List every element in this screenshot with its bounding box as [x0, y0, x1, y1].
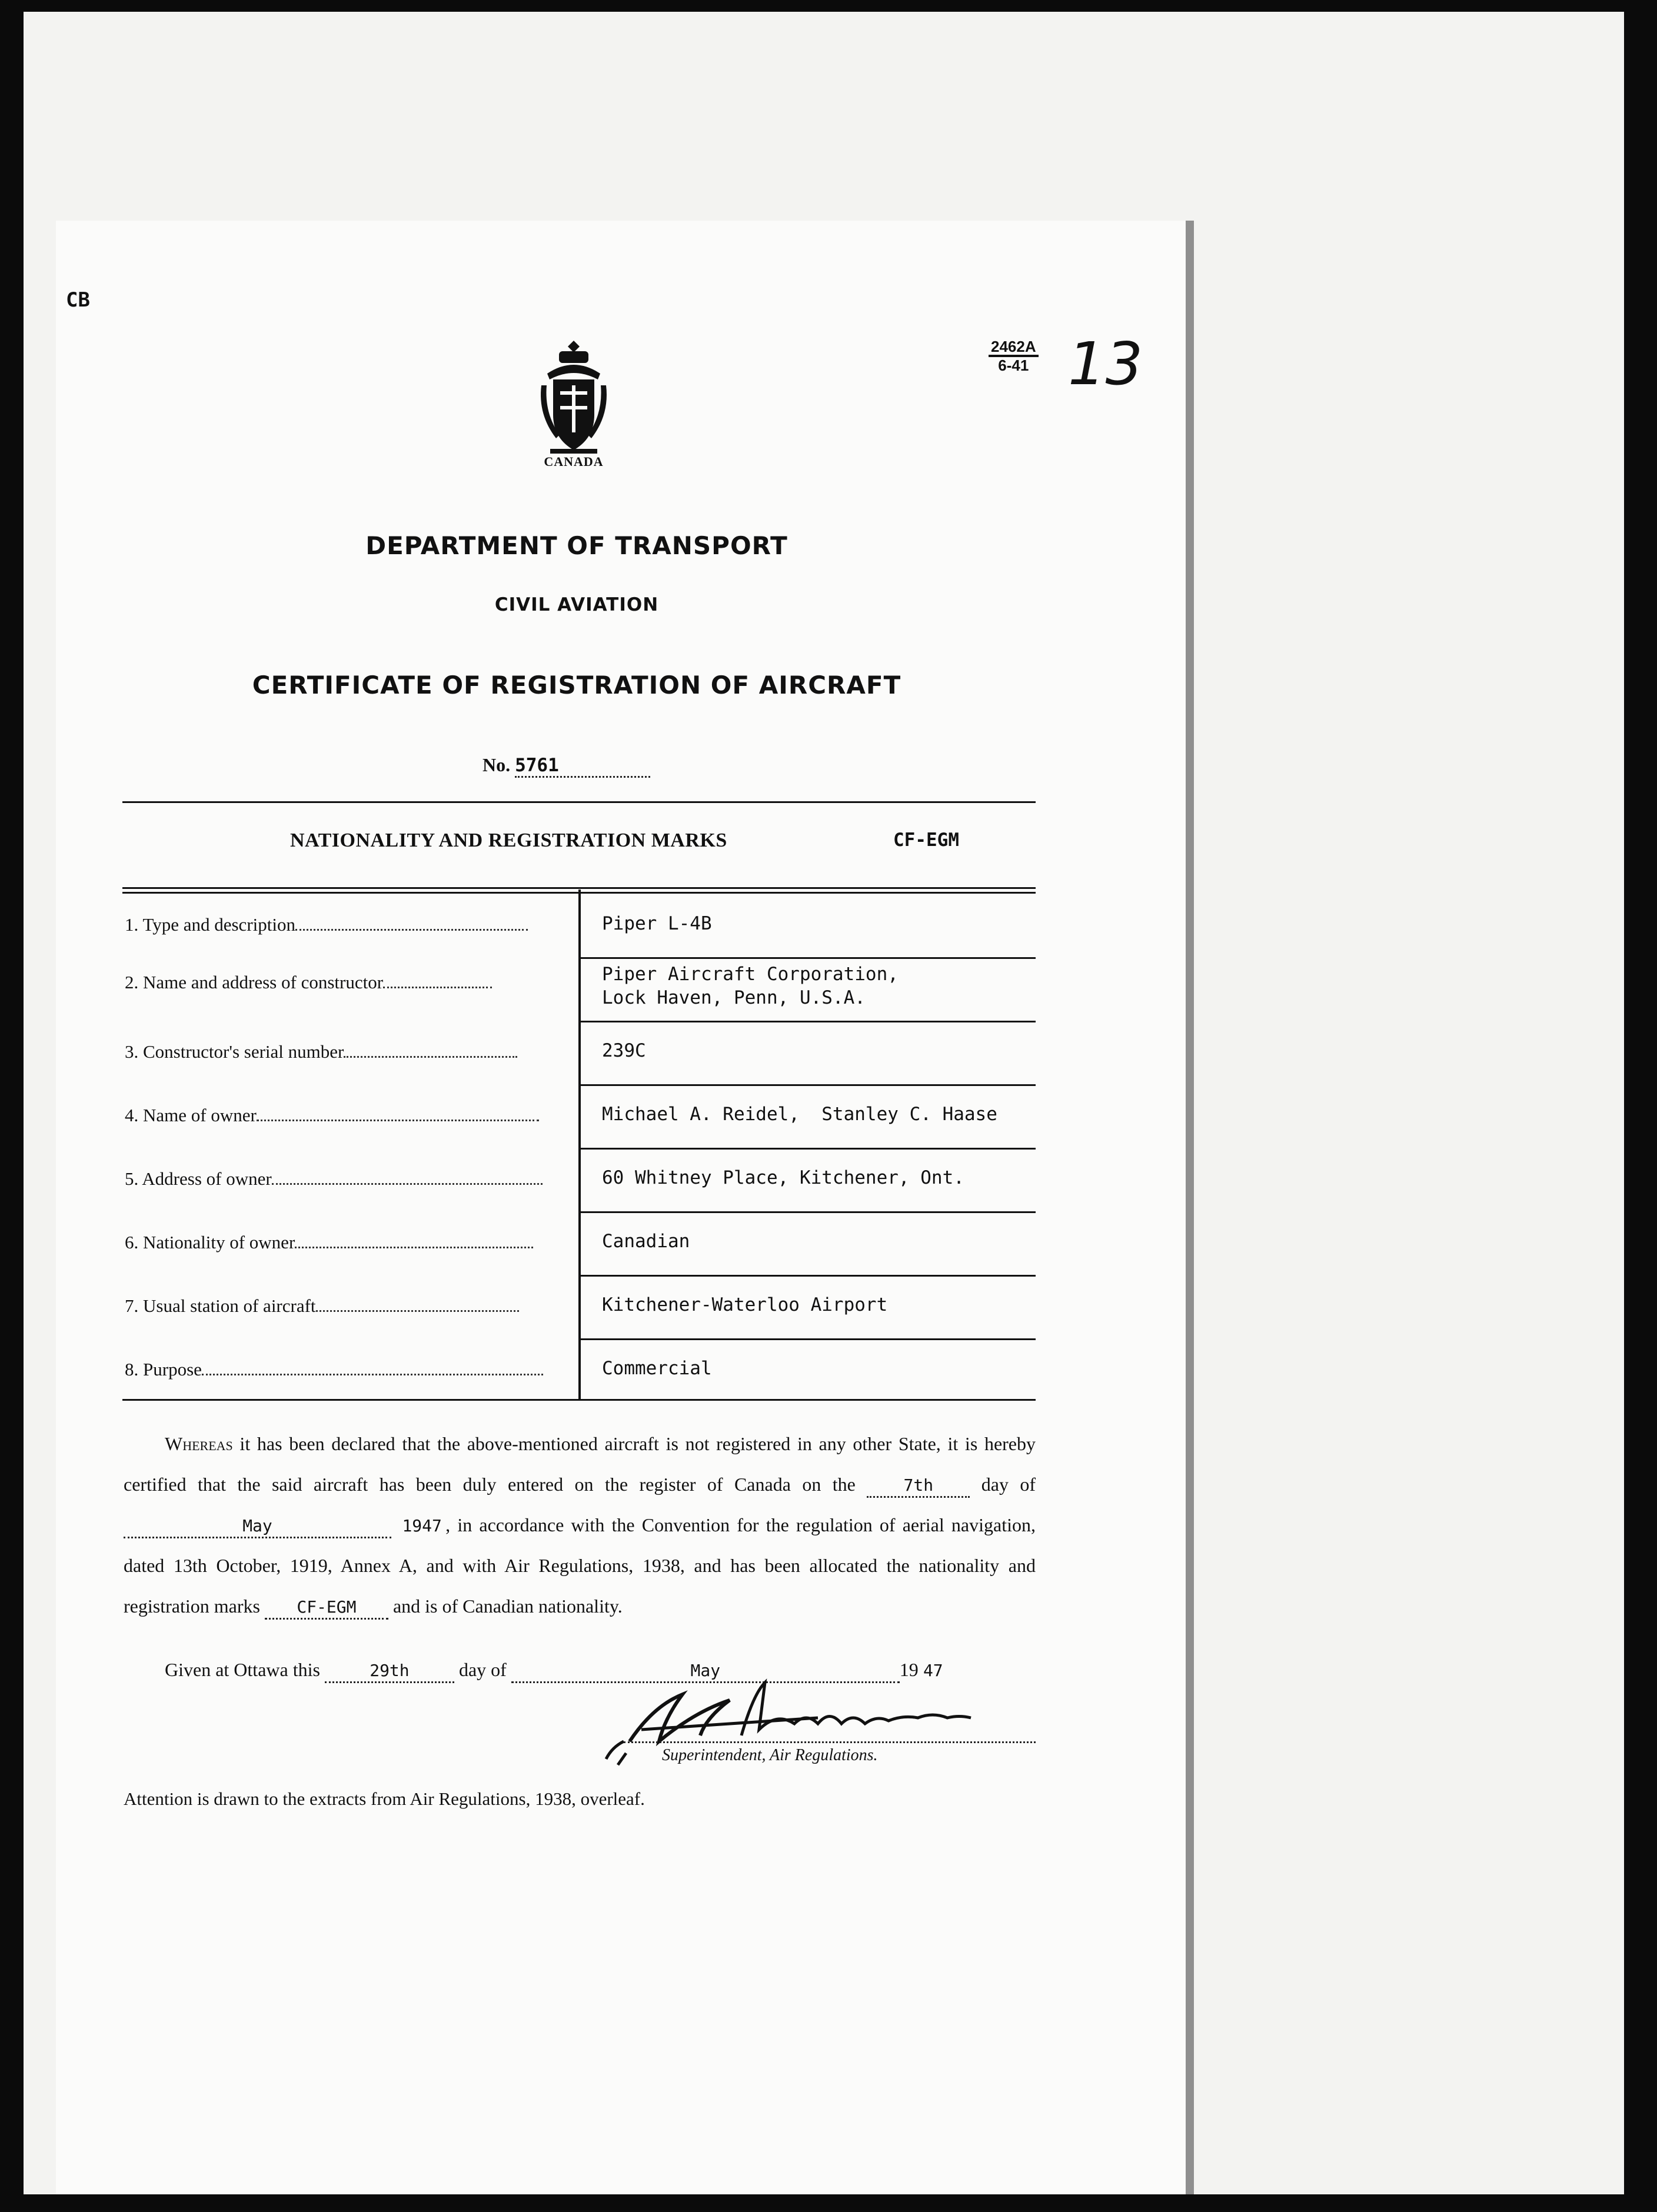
table-row: [122, 958, 1036, 1021]
whereas-word: Whereas: [165, 1433, 233, 1454]
certificate-number-value: 5761: [515, 755, 650, 778]
row-value: Michael A. Reidel, Stanley C. Haase: [602, 1104, 997, 1125]
certificate-number-label: No.: [483, 754, 511, 775]
row-value: Canadian: [602, 1231, 690, 1252]
coat-of-arms-icon: [535, 338, 612, 459]
statement-part-3: , in accordance with the Convention for the regulation of aerial navigation, dated 13th October, 1919, Annex A, and with Air Regulations, 1938, and has been allocated the nationality and registration marks: [124, 1514, 1036, 1617]
table-row: [122, 1148, 1036, 1212]
row-label: 4. Name of owner: [125, 1105, 539, 1126]
row-value: Piper Aircraft Corporation, Lock Haven, Penn, U.S.A.: [602, 964, 899, 1008]
signatory-title: Superintendent, Air Regulations.: [662, 1746, 878, 1764]
registration-year: 1947: [402, 1516, 442, 1535]
row-value: Piper L-4B: [602, 913, 712, 934]
statement-part-2: day of: [981, 1474, 1036, 1495]
form-number-bottom: 6-41: [998, 357, 1029, 374]
row-label: 8. Purpose: [125, 1359, 543, 1380]
department-heading: DEPARTMENT OF TRANSPORT: [365, 531, 788, 560]
form-number-top: 2462A: [989, 338, 1039, 357]
registration-month: May: [124, 1515, 391, 1538]
row-value: 239C: [602, 1040, 646, 1061]
certification-statement: [124, 1424, 1036, 1627]
rule-top: [122, 801, 1036, 803]
registration-day: 7th: [867, 1475, 970, 1498]
row-label: 6. Nationality of owner: [125, 1232, 533, 1253]
row-label: 1. Type and description: [125, 914, 528, 935]
row-value: Kitchener-Waterloo Airport: [602, 1294, 888, 1315]
row-label: 3. Constructor's serial number: [125, 1041, 517, 1062]
given-year-prefix: 19: [899, 1659, 919, 1680]
signature-line: [624, 1741, 1036, 1743]
form-number: [989, 338, 1039, 374]
division-heading: CIVIL AVIATION: [494, 594, 659, 615]
statement-part-1: it has been declared that the above-mentioned aircraft is not registered in any other State, it is hereby certified that the said aircraft has been duly entered on the register of Canada on the: [124, 1433, 1036, 1495]
certificate-number: [483, 754, 650, 778]
row-value: 60 Whitney Place, Kitchener, Ont.: [602, 1167, 964, 1188]
registration-marks-value: CF-EGM: [893, 830, 959, 851]
given-prefix: Given at Ottawa this: [165, 1659, 320, 1680]
table-row: [122, 1339, 1036, 1403]
row-label: 7. Usual station of aircraft: [125, 1295, 519, 1317]
row-label: 5. Address of owner: [125, 1168, 543, 1190]
table-row: [122, 1021, 1036, 1085]
given-year-suffix: 47: [923, 1661, 943, 1680]
certificate-title: CERTIFICATE OF REGISTRATION OF AIRCRAFT: [252, 671, 901, 699]
given-mid: day of: [458, 1659, 507, 1680]
table-row: [122, 1212, 1036, 1275]
table-row: [122, 1085, 1036, 1148]
handwritten-number: 13: [1068, 329, 1143, 398]
corner-code: CB: [66, 288, 90, 312]
rule-table-bottom: [122, 1399, 1036, 1401]
table-row: [122, 1275, 1036, 1339]
given-month: May: [511, 1660, 900, 1683]
table-row: [122, 894, 1036, 958]
attention-note: Attention is drawn to the extracts from Air Regulations, 1938, overleaf.: [124, 1788, 645, 1809]
row-value: Commercial: [602, 1358, 712, 1379]
rule-table-top-1: [122, 887, 1036, 889]
given-day: 29th: [325, 1660, 454, 1683]
allocated-marks: CF-EGM: [265, 1597, 388, 1620]
crest-caption: CANADA: [544, 454, 604, 469]
registration-marks-label: NATIONALITY AND REGISTRATION MARKS: [290, 830, 727, 851]
row-label: 2. Name and address of constructor: [125, 972, 492, 993]
statement-part-4: and is of Canadian nationality.: [392, 1595, 623, 1617]
